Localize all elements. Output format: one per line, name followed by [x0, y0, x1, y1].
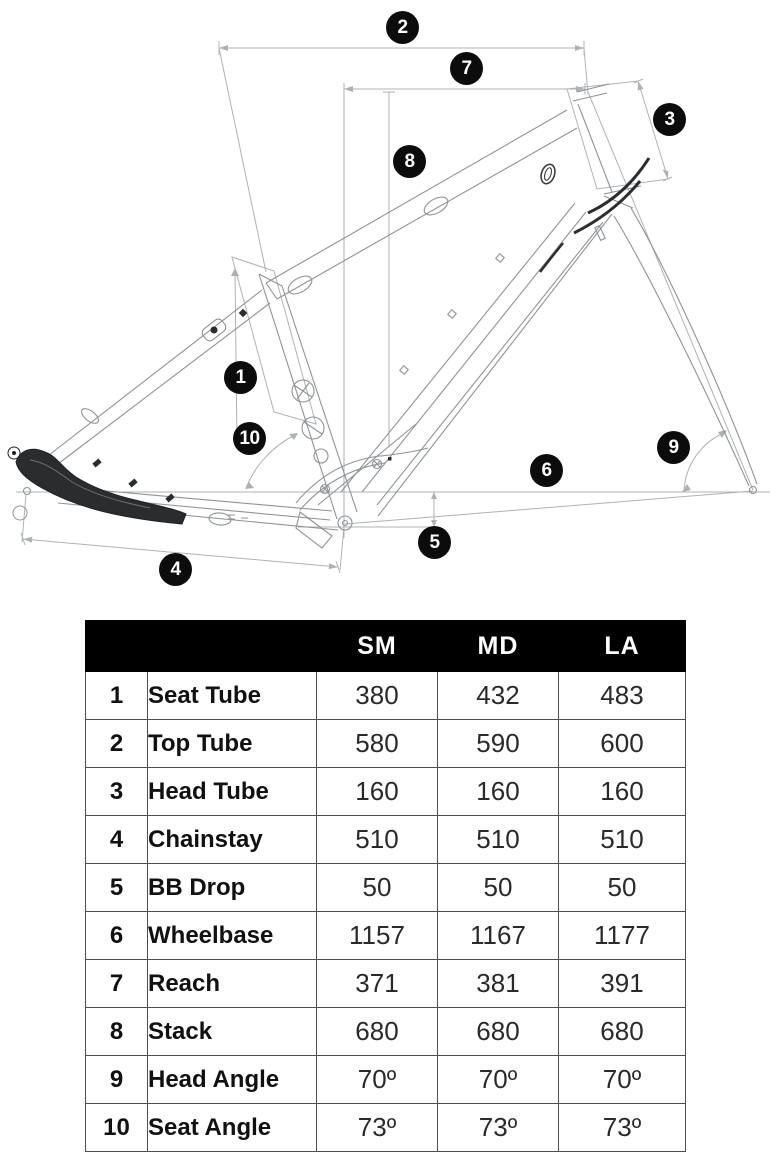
- value-cell-md: 70º: [438, 1056, 559, 1104]
- value-cell-sm: 1157: [317, 912, 438, 960]
- table-row-head-tube: [86, 768, 686, 816]
- rear-dropout-detail: [8, 447, 186, 524]
- header-spacer-num: [86, 621, 148, 672]
- fork-and-head-tube: [24, 84, 758, 495]
- size-header-sm: SM: [317, 621, 438, 672]
- value-cell-sm: 580: [317, 720, 438, 768]
- value-cell-la: 483: [559, 672, 686, 720]
- table-row-chainstay: [86, 816, 686, 864]
- table-row-head-angle: [86, 1056, 686, 1104]
- value-cell-sm: 510: [317, 816, 438, 864]
- value-cell-sm: 680: [317, 1008, 438, 1056]
- down-tube-trim-detail: [540, 158, 649, 272]
- dimension-label-cell: Reach: [148, 960, 317, 1008]
- row-number-cell: 3: [86, 768, 148, 816]
- dimension-label-cell: Head Angle: [148, 1056, 317, 1104]
- callout-9: [657, 431, 690, 464]
- callout-3-label: 3: [664, 108, 675, 130]
- dimension-label-cell: Stack: [148, 1008, 317, 1056]
- table-row-stack: [86, 1008, 686, 1056]
- value-cell-sm: 380: [317, 672, 438, 720]
- value-cell-md: 1167: [438, 912, 559, 960]
- row-number-cell: 4: [86, 816, 148, 864]
- value-cell-la: 70º: [559, 1056, 686, 1104]
- callout-10-label: 10: [239, 427, 260, 449]
- callout-5-label: 5: [429, 531, 440, 553]
- value-cell-md: 590: [438, 720, 559, 768]
- row-number-cell: 10: [86, 1104, 148, 1152]
- frame-outline: [40, 110, 612, 548]
- callout-3: [653, 103, 686, 136]
- table-row-reach: [86, 960, 686, 1008]
- value-cell-la: 160: [559, 768, 686, 816]
- callout-4: [159, 553, 192, 586]
- value-cell-md: 510: [438, 816, 559, 864]
- value-cell-md: 160: [438, 768, 559, 816]
- table-row-top-tube: [86, 720, 686, 768]
- callout-10: [233, 422, 266, 455]
- table-header-row: [86, 621, 686, 672]
- value-cell-la: 1177: [559, 912, 686, 960]
- dimension-label-cell: Wheelbase: [148, 912, 317, 960]
- value-cell-sm: 160: [317, 768, 438, 816]
- callout-5: [418, 526, 451, 559]
- dimension-label-cell: Chainstay: [148, 816, 317, 864]
- table-row-wheelbase: [86, 912, 686, 960]
- value-cell-la: 680: [559, 1008, 686, 1056]
- row-number-cell: 7: [86, 960, 148, 1008]
- dimension-label-cell: Top Tube: [148, 720, 317, 768]
- callout-7-label: 7: [461, 57, 472, 79]
- header-spacer-label: [148, 621, 317, 672]
- value-cell-sm: 70º: [317, 1056, 438, 1104]
- row-number-cell: 6: [86, 912, 148, 960]
- dimension-label-cell: Seat Angle: [148, 1104, 317, 1152]
- row-number-cell: 5: [86, 864, 148, 912]
- callout-4-label: 4: [170, 558, 181, 580]
- table-row-bb-drop: [86, 864, 686, 912]
- dimension-label-cell: Seat Tube: [148, 672, 317, 720]
- value-cell-la: 73º: [559, 1104, 686, 1152]
- size-header-md: MD: [438, 621, 559, 672]
- dimension-label-cell: Head Tube: [148, 768, 317, 816]
- callout-6: [530, 454, 563, 487]
- dimension-label-cell: BB Drop: [148, 864, 317, 912]
- value-cell-md: 73º: [438, 1104, 559, 1152]
- value-cell-la: 510: [559, 816, 686, 864]
- callout-1-label: 1: [235, 366, 246, 388]
- value-cell-la: 600: [559, 720, 686, 768]
- callout-1: [224, 361, 257, 394]
- value-cell-la: 391: [559, 960, 686, 1008]
- value-cell-sm: 371: [317, 960, 438, 1008]
- callout-2-label: 2: [397, 16, 408, 38]
- geometry-table: [85, 620, 686, 1152]
- table-row-seat-tube: [86, 672, 686, 720]
- value-cell-sm: 73º: [317, 1104, 438, 1152]
- callout-7: [450, 52, 483, 85]
- table-row-seat-angle: [86, 1104, 686, 1152]
- row-number-cell: 2: [86, 720, 148, 768]
- row-number-cell: 9: [86, 1056, 148, 1104]
- callout-8-label: 8: [404, 150, 415, 172]
- value-cell-sm: 50: [317, 864, 438, 912]
- callout-2: [386, 11, 419, 44]
- callout-6-label: 6: [541, 459, 552, 481]
- value-cell-la: 50: [559, 864, 686, 912]
- size-header-la: LA: [559, 621, 686, 672]
- row-number-cell: 1: [86, 672, 148, 720]
- callout-9-label: 9: [668, 436, 679, 458]
- row-number-cell: 8: [86, 1008, 148, 1056]
- callout-8: [393, 145, 426, 178]
- value-cell-md: 680: [438, 1008, 559, 1056]
- value-cell-md: 50: [438, 864, 559, 912]
- value-cell-md: 432: [438, 672, 559, 720]
- value-cell-md: 381: [438, 960, 559, 1008]
